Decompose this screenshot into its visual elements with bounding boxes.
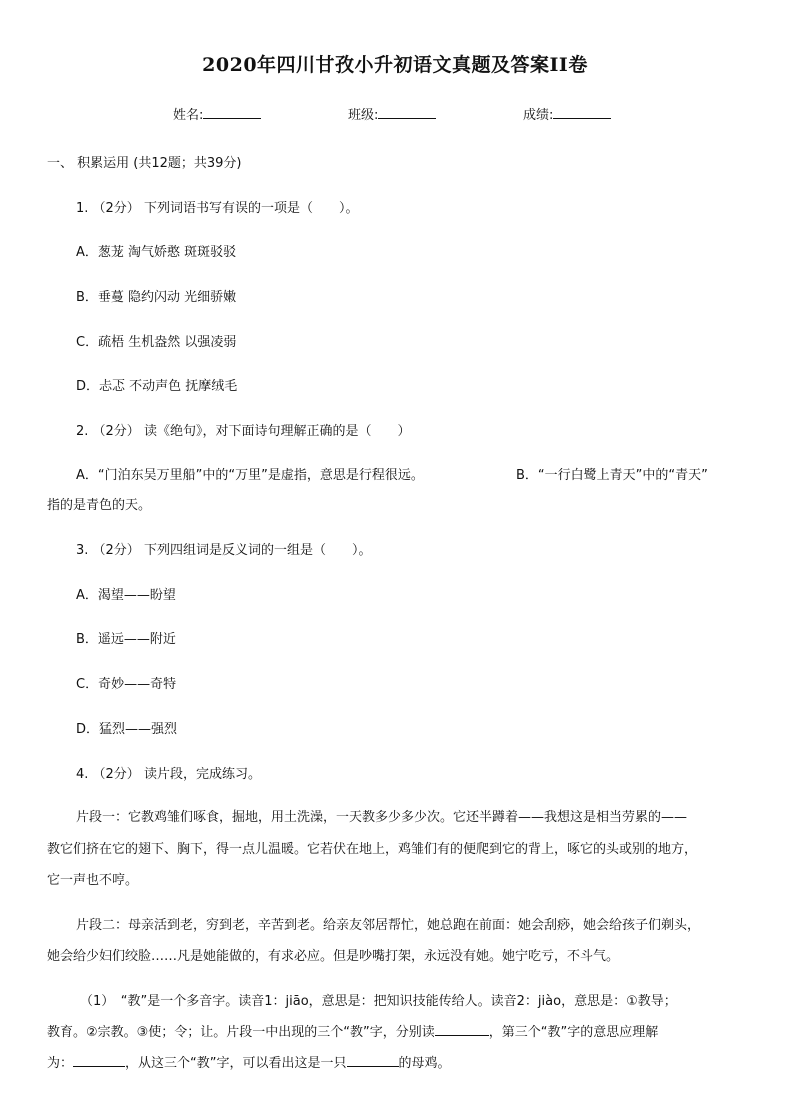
passage2-line1: 片段二：母亲活到老，穷到老，辛苦到老。给亲友邻居帮忙，她总跑在前面：她会刮痧，她会给孩子们剃头， [76,918,701,933]
score-field [523,104,611,123]
q3-option-b[interactable]: B．遥远——附近 [76,632,176,647]
q2-stem: 2. （2分） 读《绝句》，对下面诗句理解正确的是（ ） [76,424,411,439]
passage1-line3: 它一声也不哼。 [47,873,139,888]
score-blank[interactable] [553,106,611,119]
score-label: 成绩: [523,108,554,123]
subq1-line1: （1） “教”是一个多音字。读音1：jiāo，意思是：把知识技能传给人。读音2：jiào，意思是：①教导； [80,994,677,1009]
q1-option-a[interactable]: A．葱茏 淘气娇憨 斑斑驳驳 [76,245,237,260]
q3-option-c[interactable]: C．奇妙——奇特 [76,677,177,692]
q1-option-b[interactable]: B．垂蔓 隐约闪动 光细骄嫩 [76,290,237,305]
passage1-line1: 片段一：它教鸡雏们啄食，掘地，用土洗澡，一天教多少多少次。它还半蹲着——我想这是相当劳累的—— [76,810,688,825]
q4-stem: 4. （2分） 读片段，完成练习。 [76,767,261,782]
passage1-line2: 教它们挤在它的翅下、胸下，得一点儿温暖。它若伏在地上，鸡雏们有的便爬到它的背上，啄它的头或别的地方， [47,842,698,857]
page-title: 2020年四川甘孜小升初语文真题及答案II卷 [202,54,588,76]
answer-blank-1[interactable] [435,1023,489,1036]
subq1-line2 [47,1021,658,1040]
passage2-line2: 她会给少妇们绞脸……凡是她能做的，有求必应。但是吵嘴打架，永远没有她。她宁吃亏，不斗气。 [47,949,620,964]
subq1-line2-text-a: 教育。②宗教。③使；令；让。片段一中出现的三个“教”字，分别读 [47,1025,435,1040]
subq1-line3-text-a: 为： [47,1056,74,1071]
subq1-line2-text-b: ，第三个“教”字的意思应理解 [488,1025,659,1040]
subq1-line3-text-b: ，从这三个“教”字，可以看出这是一只 [125,1056,347,1071]
subq1-line3-text-c: 的母鸡。 [398,1056,451,1071]
class-blank[interactable] [378,106,436,119]
name-blank[interactable] [203,106,261,119]
q1-option-d[interactable]: D．忐忑 不动声色 抚摩绒毛 [76,379,238,394]
q3-option-a[interactable]: A．渴望——盼望 [76,588,176,603]
q3-stem: 3. （2分） 下列四组词是反义词的一组是（ ）。 [76,543,372,558]
q1-stem: 1. （2分） 下列词语书写有误的一项是（ ）。 [76,201,359,216]
q2-option-a[interactable]: A．“门泊东吴万里船”中的“万里”是虚指，意思是行程很远。 [76,468,424,483]
section-heading: 一、 积累运用 (共12题；共39分) [47,156,242,171]
answer-blank-3[interactable] [347,1054,399,1067]
class-field [348,104,436,123]
q2-option-b-cont: 指的是青色的天。 [47,498,152,513]
q2-option-b[interactable]: B．“一行白鹭上青天”中的“青天” [516,468,708,483]
name-label: 姓名: [173,108,204,123]
subq1-line3 [47,1052,451,1071]
answer-blank-2[interactable] [73,1054,125,1067]
name-field [173,104,261,123]
q3-option-d[interactable]: D．猛烈——强烈 [76,722,178,737]
q1-option-c[interactable]: C．疏梧 生机盎然 以强凌弱 [76,335,237,350]
class-label: 班级: [348,108,379,123]
